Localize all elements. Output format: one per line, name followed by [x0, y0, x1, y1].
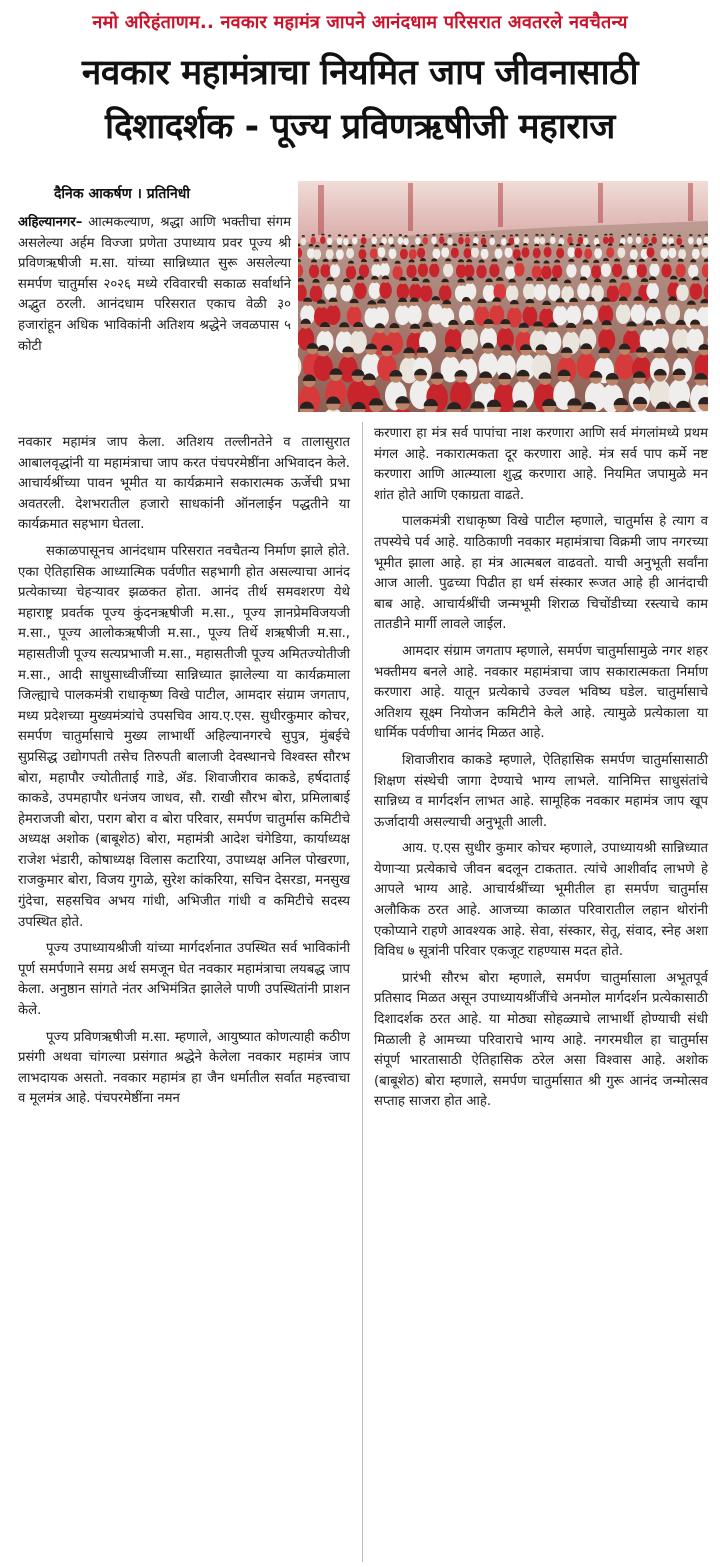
column-1: [18, 433, 350, 1110]
headline-line-1: नवकार महामंत्राचा नियमित जाप जीवनासाठी: [81, 53, 639, 93]
column-divider: [362, 422, 363, 1562]
paragraph: नवकार महामंत्र जाप केला. अतिशय तल्लीनतेने व तालासुरात आबालवृद्धांनी या महामंत्राचा जाप करत पंचपरमेष्ठींना अभिवादन केले. आचार्यश्रींच्या पावन भूमीत या कार्यक्रमाने सकारात्मक ऊर्जेची प्रभा अवतरली. देशभरातील हजारो साधकांनी ऑनलाईन पद्धतीने या कार्यक्रमात सहभाग घेतला.: [18, 435, 350, 533]
article-kicker: नमो अरिहंताणम.. नवकार महामंत्र जापने आनंदधाम परिसरात अवतरले नवचैतन्य: [92, 12, 628, 33]
paragraph: सकाळपासूनच आनंदधाम परिसरात नवचैतन्य निर्माण झाले होते. एका ऐतिहासिक आध्यात्मिक पर्वणीत सहभागी होत असल्याचा आनंद प्रत्येकाच्या चेहऱ्यावर झळकत होता. आनंद तीर्थ समवशरण येथे महाराष्ट्र प्रवर्तक पूज्य कुंदनऋषीजी म.सा., पूज्य ज्ञानप्रेमविजयजी म.सा., पूज्य आलोकऋषीजी म.सा., पूज्य तिर्थे शऋषीजी म.सा., महासतीजी पूज्य सत्यप्रभाजी म.सा., महासतीजी पूज्य अमितज्योतीजी म.सा., आदी साधुसाध्वीजींच्या सान्निध्यात झालेल्या या कार्यक्रमाला जिल्ह्याचे पालकमंत्री राधाकृष्ण विखे पाटील, आमदार संग्राम जगताप, मध्य प्रदेशच्या मुख्यमंत्र्यांचे उपसचिव आय.ए.एस. सुधीरकुमार कोचर, समर्पण चातुर्मासाचे मुख्य लाभार्थी अहिल्यानगरचे सुपुत्र, मुंबईचे सुप्रसिद्ध उद्योगपती तसेच तिरुपती बालाजी देवस्थानचे विश्वस्त सौरभ बोरा, महापौर ज्योतीताई गाडे, ॲड. शिवाजीराव काकडे, हर्षदाताई काकडे, उपमहापौर धनंजय जाधव, सौ. राखी सौरभ बोरा, प्रमिलाबाई हेमराजजी बोरा, पराग बोरा व बोरा परिवार, समर्पण चातुर्मास कमिटीचे अध्यक्ष अशोक (बाबूशेठ) बोरा, महामंत्री आदेश चंगेडिया, कार्याध्यक्ष राजेश भंडारी, कोषाध्यक्ष विलास कटारिया, उपाध्यक्ष अनिल पोखरणा, राजकुमार बोरा, विजय गुगळे, सुरेश कांकरिया, सचिन देसरडा, मनसुख गुंदेचा, सहसचिव अभय गांधी, अभिजीत गांधी व कमिटीचे सदस्य उपस्थित होते.: [18, 543, 350, 930]
column-2: [374, 424, 708, 1113]
paragraph: आय. ए.एस सुधीर कुमार कोचर म्हणाले, उपाध्यायश्री सान्निध्यात येणाऱ्या प्रत्येकाचे जीवन बदलून टाकतात. त्यांचे आशीर्वाद लाभणे हे आपले भाग्य आहे. आचार्यश्रींच्या भूमीतील हा समर्पण चातुर्मास अलौकिक ठरत आहे. आजच्या काळात परिवारातील लहान थोरांनी एकोप्याने राहणे आवश्यक आहे. सेवा, संस्कार, सेतू, संवाद, स्नेह अशा विविध ७ सूत्रांनी परिवार एकजूट राहण्यास मदत होते.: [374, 841, 708, 960]
dateline: अहिल्यानगर–: [18, 215, 83, 230]
lead-text: आत्मकल्याण, श्रद्धा आणि भक्तीचा संगम असलेल्या अर्हम विज्जा प्रणेता उपाध्याय प्रवर पूज्य श्री प्रविणऋषीजी म.सा. यांच्या सान्निध्यात सुरू असलेल्या समर्पण चातुर्मास २०२६ मध्ये रविवारची सकाळ सर्वार्थाने अद्भुत ठरली. आनंदधाम परिसरात एकाच वेळी ३० हजारांहून अधिक भाविकांनी अतिशय श्रद्धेने जवळपास ५ कोटी: [18, 215, 291, 354]
paragraph: शिवाजीराव काकडे म्हणाले, ऐतिहासिक समर्पण चातुर्मासासाठी शिक्षण संस्थेची जागा देण्याचे भाग्य लाभले. यानिमित्त साधुसंतांचे सान्निध्य व मार्गदर्शन लाभत आहे. सामूहिक नवकार महामंत्र जाप खूप ऊर्जादायी असल्याची अनुभूती आली.: [374, 752, 708, 830]
paragraph: करणारा हा मंत्र सर्व पापांचा नाश करणारा आणि सर्व मंगलांमध्ये प्रथम मंगल आहे. नकारात्मकता दूर करणारा आहे. मंत्र सर्व पाप कर्मे नष्ट करणारा आणि आत्म्याला शुद्ध करणारा आहे. नियमित जपामुळे मन शांत होते आणि एकाग्रता वाढते.: [374, 426, 708, 503]
paragraph: पालकमंत्री राधाकृष्ण विखे पाटील म्हणाले, चातुर्मास हे त्याग व तपस्येचे पर्व आहे. याठिकाणी नवकार महामंत्राचा विक्रमी जाप नगरच्या भूमीत झाला आहे. हा मंत्र आत्मबल वाढवतो. याची अनुभूती सर्वांना आज आली. पुढच्या पिढीत हा धर्म संस्कार रूजत आहे ही आनंदाची बाब आहे. आचार्यश्रींची जन्मभूमी शिराळ चिचोंडीच्या रस्त्याचे काम तातडीने मार्गी लावले जाईल.: [374, 514, 708, 633]
paragraph: पूज्य प्रविणऋषीजी म.सा. म्हणाले, आयुष्यात कोणत्याही कठीण प्रसंगी अथवा चांगल्या प्रसंगात श्रद्धेने केलेला नवकार महामंत्र जाप लाभदायक असतो. नवकार महामंत्र हा जैन धर्मातील सर्वात महत्त्वाचा व मूलमंत्र आहे. पंचपरमेष्ठींना नमन: [18, 1029, 350, 1107]
headline-line-2: दिशादर्शक - पूज्य प्रविणऋषीजी महाराज: [105, 107, 615, 147]
article-byline: दैनिक आकर्षण । प्रतिनिधी: [54, 186, 190, 202]
paragraph: आमदार संग्राम जगताप म्हणाले, समर्पण चातुर्मासामुळे नगर शहर भक्तीमय बनले आहे. नवकार महामंत्राचा जाप सकारात्मकता निर्माण करणारा आहे. यातून प्रत्येकाचे उज्वल भविष्य घडेल. चातुर्मासाचे अतिशय सूक्ष्म नियोजन कमिटीने केले आहे. त्यामुळे प्रत्येकाला या धार्मिक पर्वणीचा आनंद मिळत आहे.: [374, 643, 708, 742]
crowd-photo: [298, 181, 708, 412]
paragraph: प्रारंभी सौरभ बोरा म्हणाले, समर्पण चातुर्मासाला अभूतपूर्व प्रतिसाद मिळत असून उपाध्यायश्रींजींचे अनमोल मार्गदर्शन प्रत्येकासाठी दिशादर्शक ठरत आहे. या मोठ्या सोहळ्याचे लाभार्थी होण्याची संधी मिळाली हे आमच्या परिवाराचे भाग्य आहे. नगरमधील हा चातुर्मास संपूर्ण भारतासाठी ऐतिहासिक ठरेल असा विश्वास आहे. अशोक (बाबूशेठ) बोरा म्हणाले, समर्पण चातुर्मासात श्री गुरू आनंद जन्मोत्सव सप्ताह साजरा होत आहे.: [374, 970, 708, 1110]
article-headline: [0, 46, 720, 154]
column-1-top: [18, 213, 291, 357]
lead-paragraph: [18, 213, 291, 357]
paragraph: पूज्य उपाध्यायश्रीजी यांच्या मार्गदर्शनात उपस्थित सर्व भाविकांनी पूर्ण समर्पणाने समग्र अर्थ समजून घेत नवकार महामंत्राचा लयबद्ध जाप केला. अनुष्ठान सांगते नंतर अभिमंत्रित झालेले पाणी उपस्थितांनी प्राशन केले.: [18, 941, 350, 1019]
crowd-photo-illustration: [298, 181, 708, 412]
